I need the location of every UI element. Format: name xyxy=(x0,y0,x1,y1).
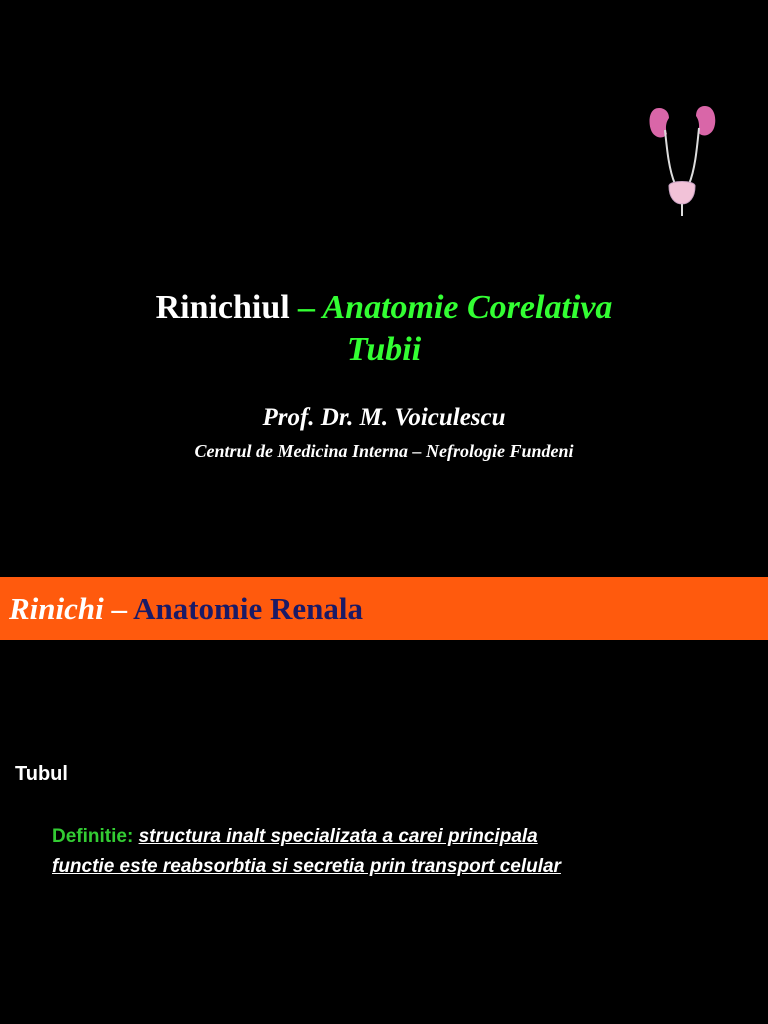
header-dash: – xyxy=(103,591,134,626)
title-dash: – xyxy=(289,289,323,326)
header-rest: Anatomie Renala xyxy=(133,591,363,626)
title-line-1 xyxy=(0,286,768,330)
definition-line-2: functie este reabsorbtia si secretia prin transport celular xyxy=(52,856,561,877)
definition-paragraph xyxy=(52,822,752,882)
header-italic: Rinichi xyxy=(9,591,104,626)
definition-line-1: structura inalt specializata a carei principala xyxy=(138,826,538,847)
section-heading: Tubul xyxy=(15,763,68,785)
kidney-urinary-system-icon xyxy=(645,100,719,220)
slide-content xyxy=(0,577,768,1024)
slide-header-band xyxy=(0,577,768,640)
title-main: Rinichiul xyxy=(155,289,290,326)
author-affiliation: Centrul de Medicina Interna – Nefrologie Fundeni xyxy=(194,441,574,461)
title-subtitle: Anatomie Corelativa xyxy=(322,289,613,326)
author-name: Prof. Dr. M. Voiculescu xyxy=(262,404,506,431)
title-line-2: Tubii xyxy=(346,331,422,368)
definition-label: Definitie: xyxy=(52,826,134,847)
slide-title-block xyxy=(0,286,768,370)
slide-header-title xyxy=(9,591,363,627)
